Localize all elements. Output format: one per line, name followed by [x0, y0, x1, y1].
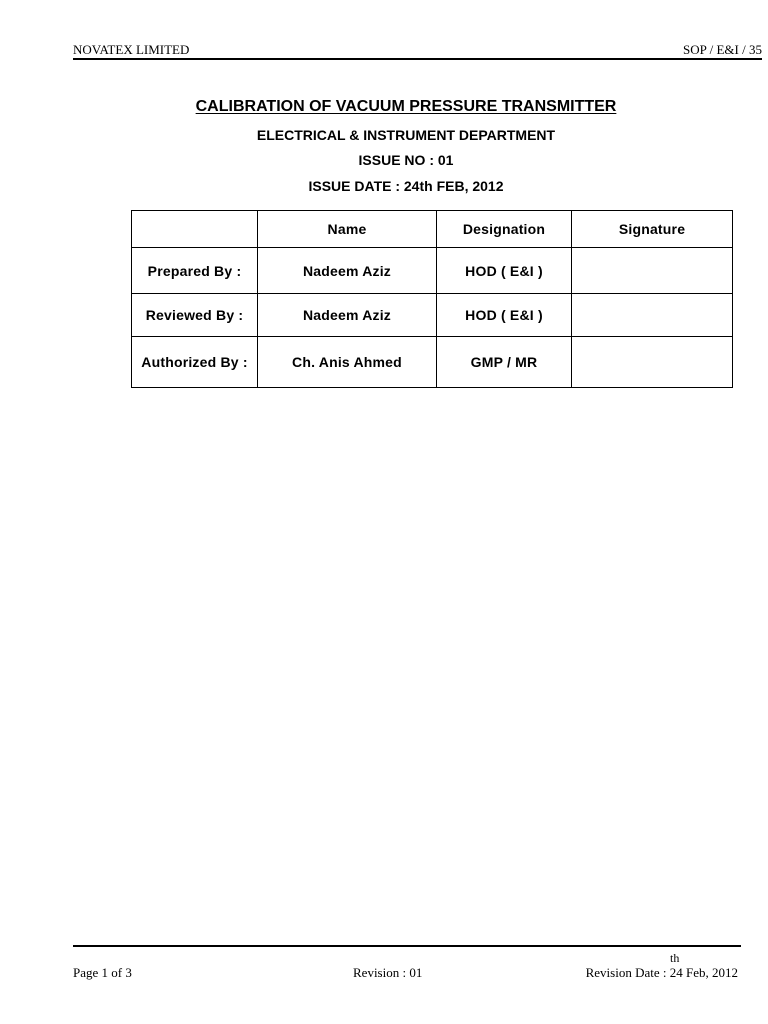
revision-number: Revision : 01	[353, 965, 423, 980]
table-header-row	[132, 211, 733, 248]
designation-cell: GMP / MR	[437, 337, 572, 388]
name-cell: Ch. Anis Ahmed	[258, 337, 437, 388]
issue-number: ISSUE NO : 01	[358, 152, 454, 168]
header-cell-name: Name	[258, 211, 437, 248]
name-cell: Nadeem Aziz	[258, 294, 437, 337]
revision-date-superscript: th	[670, 951, 680, 965]
header-cell-role	[132, 211, 258, 248]
issue-date: ISSUE DATE : 24th FEB, 2012	[308, 178, 504, 194]
header-cell-signature: Signature	[572, 211, 733, 248]
header-cell-designation: Designation	[437, 211, 572, 248]
table-row	[132, 337, 733, 388]
footer-divider	[73, 945, 741, 947]
name-cell: Nadeem Aziz	[258, 248, 437, 294]
table-row	[132, 294, 733, 337]
designation-cell: HOD ( E&I )	[437, 294, 572, 337]
signature-cell	[572, 337, 733, 388]
role-cell: Authorized By :	[132, 337, 258, 388]
signature-cell	[572, 248, 733, 294]
header-divider	[73, 58, 762, 60]
signature-cell	[572, 294, 733, 337]
document-reference: SOP / E&I / 35	[683, 42, 762, 57]
department-name: ELECTRICAL & INSTRUMENT DEPARTMENT	[256, 127, 556, 143]
document-title: CALIBRATION OF VACUUM PRESSURE TRANSMITTER	[195, 98, 617, 115]
role-cell: Prepared By :	[132, 248, 258, 294]
company-name: NOVATEX LIMITED	[73, 42, 190, 57]
designation-cell: HOD ( E&I )	[437, 248, 572, 294]
approval-table	[131, 210, 733, 388]
revision-date: Revision Date : 24 Feb, 2012	[585, 965, 738, 980]
table-row	[132, 248, 733, 294]
role-cell: Reviewed By :	[132, 294, 258, 337]
page-number: Page 1 of 3	[73, 965, 132, 980]
